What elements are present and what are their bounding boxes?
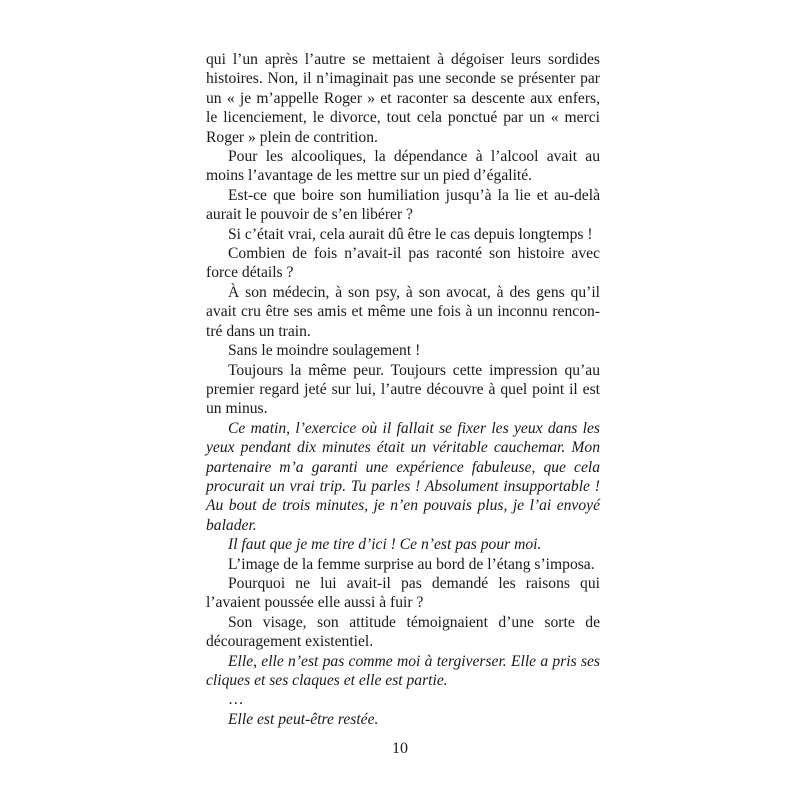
italic-paragraph: Il faut que je me tire d’ici ! Ce n’est pas pour moi. [228,536,542,554]
paragraph: qui l’un après l’autre se mettaient à dégoiser leurs sordides histoires. Non, il n’imaginait pas une seconde se présenter par un « je m’appelle Roger » et raconter sa descente aux enfers, le licenciement, le divorce, tout cela ponctué par un « merci Roger » plein de contrition. [206,51,600,146]
paragraph: À son médecin, à son psy, à son avocat, à des gens qu’il avait cru être ses amis et même une fois à un inconnu rencontré dans un train. [206,283,600,340]
paragraph: Toujours la même peur. Toujours cette impression qu’au premier regard jeté sur lui, l’autre découvre à quel point il est un minus. [206,361,600,418]
italic-paragraph: Ce matin, l’exercice où il fallait se fixer les yeux dans les yeux pendant dix minutes était un véritable cauchemar. Mon partenaire m’a garanti une expérience fabuleuse, que cela procurait un vrai trip. Tu parles ! Absolument insupportable ! Au bout de trois minutes, je n’en pouvais plus, je l’ai envoyé balader. [206,419,600,534]
paragraph: Pourquoi ne lui avait-il pas demandé les raisons qui l’avaient poussée elle aussi à fuir ? [206,574,600,612]
paragraph: Est-ce que boire son humiliation jusqu’à la lie et au-delà aurait le pouvoir de s’en libérer ? [206,186,600,224]
paragraph: Combien de fois n’avait-il pas raconté son histoire avec force détails ? [206,245,600,282]
ellipsis-paragraph: … [228,691,244,709]
page-number: 10 [392,740,408,757]
italic-paragraph: Elle est peut-être restée. [228,710,379,728]
paragraph: Pour les alcooliques, la dépendance à l’alcool avait au moins l’avantage de les mettre sur un pied d’égalité. [206,148,600,185]
paragraph: Sans le moindre soulagement ! [228,342,421,360]
italic-paragraph: Elle, elle n’est pas comme moi à tergiverser. Elle a pris ses cliques et ses claques et elle est partie. [206,652,600,689]
paragraph: Si c’était vrai, cela aurait dû être le cas depuis longtemps ! [228,225,593,243]
paragraph: Son visage, son attitude témoignaient d’une sorte de découragement existentiel. [206,613,600,651]
paragraph: L’image de la femme surprise au bord de l’étang s’imposa. [228,555,595,573]
body-text [206,50,600,729]
